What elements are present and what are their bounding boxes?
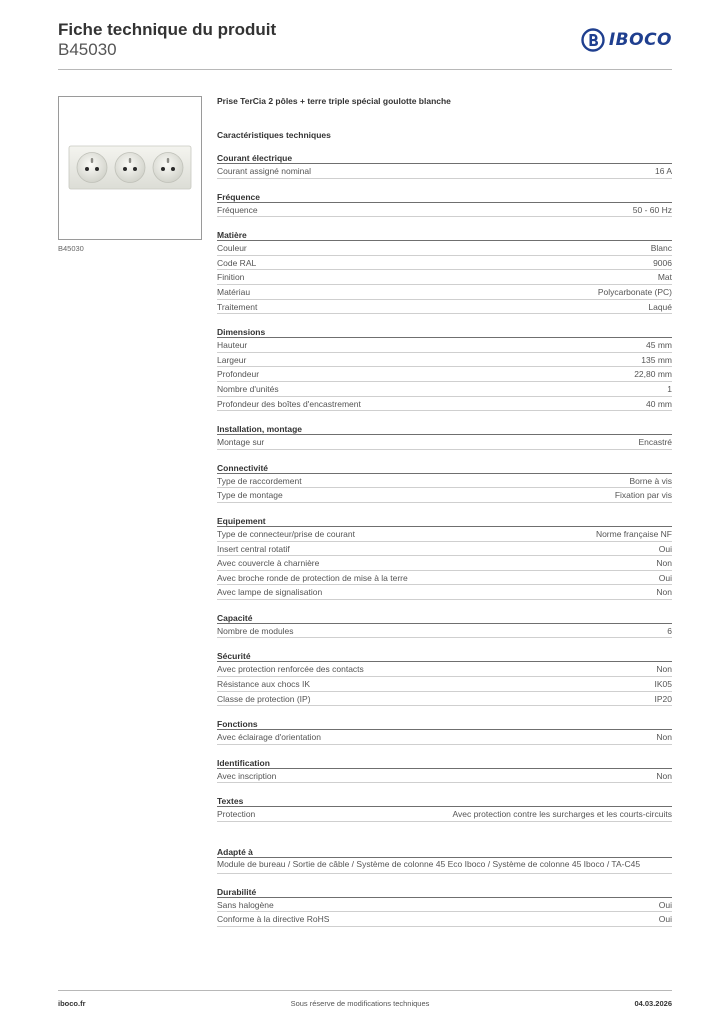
spec-value: Avec protection contre les surcharges et les courts-circuits — [452, 809, 672, 820]
section-durability — [217, 886, 672, 927]
spec-label: Fréquence — [217, 204, 258, 215]
spec-value: 1 — [667, 383, 672, 394]
spec-section — [217, 515, 672, 600]
spec-row — [217, 285, 672, 300]
spec-row — [217, 488, 672, 503]
section-title: Installation, montage — [217, 423, 672, 435]
spec-row — [217, 256, 672, 271]
section-title: Courant électrique — [217, 152, 672, 164]
spec-label: Profondeur — [217, 369, 260, 380]
product-name: Prise TerCia 2 pôles + terre triple spécial goulotte blanche — [217, 96, 451, 106]
spec-label: Hauteur — [217, 340, 248, 351]
logo-wordmark: IBOCO — [608, 30, 672, 50]
spec-section — [217, 795, 672, 822]
spec-value: Polycarbonate (PC) — [597, 286, 672, 297]
spec-row — [217, 624, 672, 639]
section-title: Sécurité — [217, 650, 672, 662]
spec-row — [217, 270, 672, 285]
spec-row — [217, 353, 672, 368]
spec-label: Avec broche ronde de protection de mise à la terre — [217, 572, 408, 583]
brand-logo — [581, 28, 672, 52]
footer-disclaimer: Sous réserve de modifications techniques — [290, 999, 430, 1008]
section-title: Capacité — [217, 612, 672, 624]
spec-value: Non — [656, 664, 672, 675]
spec-label: Profondeur des boîtes d'encastrement — [217, 398, 361, 409]
spec-row — [217, 730, 672, 745]
spec-row — [217, 692, 672, 707]
spec-label: Montage sur — [217, 437, 265, 448]
spec-label: Avec couvercle à charnière — [217, 558, 320, 569]
spec-value: 22,80 mm — [634, 369, 672, 380]
spec-row — [217, 338, 672, 353]
iboco-logo-icon — [581, 28, 605, 52]
spec-row — [217, 300, 672, 315]
page-title: Fiche technique du produit — [58, 20, 277, 39]
section-title: Identification — [217, 757, 672, 769]
spec-section — [217, 757, 672, 784]
section-title: Fonctions — [217, 718, 672, 730]
spec-row — [217, 397, 672, 412]
spec-value: Oui — [658, 543, 672, 554]
spec-row — [217, 662, 672, 677]
spec-value: Laqué — [648, 301, 672, 312]
spec-value: IK05 — [654, 679, 672, 690]
spec-label: Courant assigné nominal — [217, 166, 312, 176]
spec-label: Nombre de modules — [217, 625, 294, 636]
spec-value: Borne à vis — [629, 475, 672, 486]
spec-label: Avec éclairage d'orientation — [217, 732, 322, 743]
spec-label: Couleur — [217, 243, 247, 254]
spec-value: 45 mm — [646, 340, 672, 351]
spec-value: Encastré — [638, 437, 672, 448]
spec-label: Code RAL — [217, 257, 257, 268]
spec-section — [217, 152, 672, 179]
section-title: Connectivité — [217, 462, 672, 474]
spec-label: Avec protection renforcée des contacts — [217, 664, 364, 675]
image-caption: B45030 — [58, 244, 84, 253]
spec-row — [217, 527, 672, 542]
spec-row — [217, 912, 672, 927]
spec-row — [217, 677, 672, 692]
spec-row — [217, 542, 672, 557]
spec-section — [217, 650, 672, 706]
spec-row — [217, 571, 672, 586]
spec-label: Nombre d'unités — [217, 383, 279, 394]
socket-outlet — [77, 153, 107, 183]
section-title: Durabilité — [217, 886, 672, 898]
spec-value: 16 A — [654, 166, 672, 176]
spec-row — [217, 585, 672, 600]
spec-row — [217, 241, 672, 256]
spec-value: 135 mm — [641, 354, 672, 365]
section-title: Equipement — [217, 515, 672, 527]
spec-label: Type de connecteur/prise de courant — [217, 528, 355, 539]
section-adapted — [217, 846, 672, 874]
spec-value: Blanc — [650, 243, 672, 254]
specs-heading: Caractéristiques techniques — [217, 130, 331, 140]
spec-value: 9006 — [653, 257, 672, 268]
spec-value: IP20 — [654, 693, 672, 704]
spec-label: Sans halogène — [217, 899, 274, 910]
spec-value: 50 - 60 Hz — [632, 204, 672, 215]
spec-value: 6 — [667, 625, 672, 636]
section-title: Dimensions — [217, 326, 672, 338]
spec-value: Oui — [658, 914, 672, 925]
spec-label: Finition — [217, 272, 245, 283]
socket-outlet — [153, 153, 183, 183]
section-title: Matière — [217, 229, 672, 241]
spec-label: Avec inscription — [217, 770, 277, 781]
spec-section — [217, 191, 672, 218]
spec-row — [217, 474, 672, 489]
spec-value: Non — [656, 587, 672, 598]
spec-label: Avec lampe de signalisation — [217, 587, 323, 598]
spec-section — [217, 326, 672, 411]
spec-row — [217, 435, 672, 450]
spec-section — [217, 718, 672, 745]
socket-illustration — [59, 97, 201, 239]
section-title: Adapté à — [217, 846, 672, 858]
spec-label: Matériau — [217, 286, 251, 297]
spec-sheet — [217, 94, 672, 927]
footer-website: iboco.fr — [58, 999, 86, 1008]
spec-value: Fixation par vis — [614, 490, 672, 501]
spec-label: Type de raccordement — [217, 475, 302, 486]
spec-row — [217, 367, 672, 382]
spec-row — [217, 203, 672, 218]
spec-section — [217, 462, 672, 503]
spec-label: Classe de protection (IP) — [217, 693, 311, 704]
spec-value: Oui — [658, 572, 672, 583]
spec-section — [217, 612, 672, 639]
spec-label: Protection — [217, 809, 256, 820]
spec-row — [217, 382, 672, 397]
spec-row — [217, 898, 672, 913]
spec-row — [217, 807, 672, 822]
section-title: Textes — [217, 795, 672, 807]
spec-value: 40 mm — [646, 398, 672, 409]
spec-value: Non — [656, 558, 672, 569]
spec-value: Non — [656, 770, 672, 781]
spec-section — [217, 423, 672, 450]
spec-row — [217, 164, 672, 179]
spec-value: Oui — [658, 899, 672, 910]
spec-row — [217, 769, 672, 784]
product-code: B45030 — [58, 40, 117, 59]
spec-label: Largeur — [217, 354, 247, 365]
page-footer — [58, 990, 672, 1008]
footer-date: 04.03.2026 — [634, 999, 672, 1008]
section-title: Fréquence — [217, 191, 672, 203]
spec-label: Résistance aux chocs IK — [217, 679, 311, 690]
adapted-text: Module de bureau / Sortie de câble / Système de colonne 45 Eco Iboco / Système de colonne 45 Iboco / TA-C45 — [217, 858, 672, 874]
spec-label: Conforme à la directive RoHS — [217, 914, 330, 925]
spec-value: Mat — [657, 272, 672, 283]
socket-outlet — [115, 153, 145, 183]
spec-value: Norme française NF — [595, 528, 672, 539]
spec-section — [217, 229, 672, 314]
spec-label: Type de montage — [217, 490, 283, 501]
page-header — [58, 20, 672, 70]
product-image — [58, 96, 202, 240]
spec-sections — [217, 152, 672, 822]
spec-label: Traitement — [217, 301, 258, 312]
spec-row — [217, 556, 672, 571]
spec-label: Insert central rotatif — [217, 543, 290, 554]
spec-value: Non — [656, 732, 672, 743]
